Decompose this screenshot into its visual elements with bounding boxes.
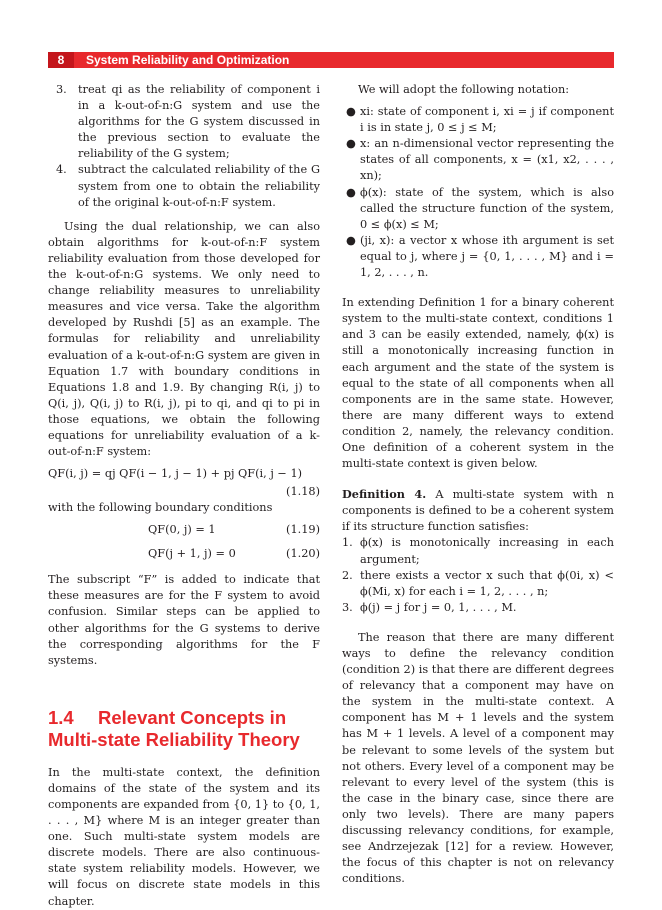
page-number: 8 (48, 52, 74, 68)
definition-title: Definition 4. (342, 487, 427, 502)
definition-4: Definition 4. A multi-state system with n components is defined to be a coherent system if its structure function satisfies: (342, 487, 615, 534)
bullet-icon: ● (346, 233, 356, 247)
bullet-icon: ● (346, 185, 356, 199)
equation-1-19: QF(0, j) = 1 (1.19) (48, 522, 320, 540)
list-item: ● x: an n-dimensional vector representing the states of all components, x = (x1, x2, . . . , xn); (346, 137, 614, 183)
list-item: 1. ϕ(x) is monotonically increasing in each argument; (342, 536, 614, 566)
paragraph-subscript: The subscript “F” is added to indicate that these measures are for the F system to avoid confusion. Similar steps can be applied to other algorithms for the G systems to derive the corresponding algorithms for the F systems. (48, 573, 320, 667)
list-item: ● (ji, x): a vector x whose ith argument is set equal to j, where j = {0, 1, . . . , M} and i = 1, 2, . . . , n. (346, 233, 614, 280)
section-title: Relevant Concepts in Multi-state Reliability Theory (48, 706, 300, 750)
notation-intro: We will adopt the following notation: (358, 83, 570, 96)
list-item: 3. ϕ(j) = j for j = 0, 1, . . . , M. (342, 600, 517, 614)
notation-list (342, 104, 614, 281)
equation-number-row (48, 484, 320, 500)
section-heading (48, 707, 320, 751)
conversion-steps (48, 82, 320, 211)
left-column (48, 82, 320, 910)
list-item: 2. there exists a vector x such that ϕ(0i, x) < ϕ(Mi, x) for each i = 1, 2, . . . , n; (342, 568, 614, 598)
running-header (48, 52, 614, 68)
equation-number: (1.19) (286, 523, 320, 537)
bullet-icon: ● (346, 105, 356, 119)
bullet-icon: ● (346, 137, 356, 151)
equation-1-18: QF(i, j) = qj QF(i − 1, j − 1) + pj QF(i, j − 1) (48, 467, 303, 481)
definition-conditions (342, 535, 614, 615)
right-column (342, 82, 614, 887)
boundary-text: with the following boundary conditions (48, 501, 273, 515)
paragraph-multistate: In the multi-state context, the definition domains of the state of the system and its components are expanded from {0, 1} to {0, 1, . . . , M} where M is an integer greater than one. Such multi-state system models are discrete models. There are also continuous-state system reliability models. However, we will focus on discrete state models in this chapter. (48, 765, 320, 908)
list-item: 3. treat qi as the reliability of component i in a k-out-of-n:G system and use the algorithms for the G system discussed in the previous section to evaluate the reliability of the G system; (56, 83, 320, 161)
equation-1-20: QF(j + 1, j) = 0 (1.20) (48, 546, 320, 564)
paragraph-extending: In extending Definition 1 for a binary coherent system to the multi-state context, conditions 1 and 3 can be easily extended, namely, ϕ(x) is still a monotonically increasing function in each argument and the state of the system is equal to the state of all components when all components are in the same state. However, there are many different ways to extend condition 2, namely, the relevancy condition. One definition of a coherent system in the multi-state context is given below. (342, 296, 614, 471)
list-item: 4. subtract the calculated reliability of the G system from one to obtain the reliability of the original k-out-of-n:F system. (56, 163, 320, 209)
book-title: System Reliability and Optimization (86, 53, 290, 67)
paragraph-dual-relationship: Using the dual relationship, we can also obtain algorithms for k-out-of-n:F system reliability evaluation from those developed for the k-out-of-n:G systems. We only need to change reliability measures to unreliability measures and vice versa. Take the algorithm developed by Rushdi [5] as an example. The formulas for reliability and unreliability evaluation of a k-out-of-n:G system are given in Equation 1.7 with boundary conditions in Equations 1.8 and 1.9. By changing R(i, j) to Q(i, j), Q(i, j) to R(i, j), pi to qi, and qi to pi in those equations, we obtain the following equations for unreliability evaluation of a k-out-of-n:F system: (48, 219, 320, 459)
paragraph-relevancy: The reason that there are many different ways to define the relevancy condition (condition 2) is that there are different degrees of relevancy that a component may have on the system in the multi-state context. A component has M + 1 levels and the system has M + 1 levels. A level of a component may be relevant to some levels of the system but not others. Every level of a component may be relevant to every level of the system (this is the case in the binary case, since there are only two levels). There are many papers discussing relevancy conditions, for example, see Andrzejezak [12] for a review. However, the focus of this chapter is not on relevancy conditions. (342, 630, 614, 886)
equation-number: (1.20) (286, 547, 320, 561)
list-item: ● xi: state of component i, xi = j if component i is in state j, 0 ≤ j ≤ M; (346, 105, 614, 135)
list-item: ● ϕ(x): state of the system, which is also called the structure function of the system, 0 ≤ ϕ(x) ≤ M; (346, 185, 614, 231)
section-number: 1.4 (48, 706, 74, 728)
equation-number: (1.18) (286, 485, 320, 499)
